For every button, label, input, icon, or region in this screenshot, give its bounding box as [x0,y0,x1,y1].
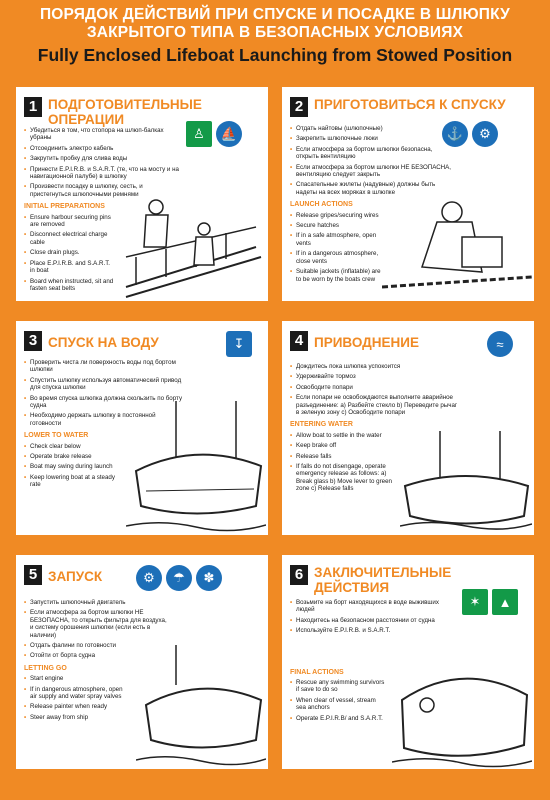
panel-1 [16,87,268,301]
list-item: • Если атмосфера за бортом шлюпки безопасна, открыть вентиляцию [290,146,455,161]
list-item: • Отойти от борта судна [24,652,169,659]
panel-title: ЗАКЛЮЧИТЕЛЬНЫЕ ДЕЙСТВИЯ [314,565,452,595]
boat-icon: ⛵ [216,121,242,147]
step-number: 6 [290,565,308,585]
hatch-icon: ⚙ [472,121,498,147]
list-item: • Close drain plugs. [24,249,114,256]
list-item: • Secure hatches [290,222,382,229]
list-item: • Спустить шлюпку используя автоматический привод для спуска шлюпки [24,377,184,392]
section-heading: LETTING GO [24,664,67,672]
list-item: • If in dangerous atmosphere, open air supply and water spray valves [24,686,124,701]
list-item: • Suitable jackets (inflatable) are to be worn by the boats crew [290,268,382,283]
list-item: • Закрутить пробку для слива воды [24,155,182,162]
list-item: • Ensure harbour securing pins are removed [24,214,114,229]
launch-illustration [136,645,266,767]
list-item: • Необходимо держать шлюпку в постоянной готовности [24,412,184,427]
list-item: • Rescue any swimming survivors if save to do so [290,679,385,694]
lower-boat-icon: ↧ [226,331,252,357]
list-item: • Operate E.P.I.R.B/ and S.A.R.T. [290,715,385,722]
propeller-icon: ✽ [196,565,222,591]
list-item: • Убедиться в том, что стопора на шлюп-балках убраны [24,127,182,142]
list-item: • Освободите попари [290,384,458,391]
list-item: • Allow boat to settle in the water [290,432,400,439]
list-item: • Disconnect electrical charge cable [24,231,114,246]
list-item: • Отдать фалини по готовности [24,642,169,649]
list-item: • Operate brake release [24,453,119,460]
list-item: • Отдать найтовы (шлюпочные) [290,125,455,132]
list-item: • If falls do not disengage, operate emergency release as follows: a) Break glass b) Move lever to green zone c) Release falls [290,463,400,493]
list-item: • Спасательные жилеты (надувные) должны быть надеты на всех моряках в шлюпке [290,181,455,196]
list-item: • Check clear below [24,443,119,450]
panel-title: СПУСК НА ВОДУ [48,335,159,350]
list-item: • Удерживайте тормоз [290,373,458,380]
list-item: • Start engine [24,675,124,682]
section-heading: LOWER TO WATER [24,432,89,440]
list-item: • Во время спуска шлюпка должна скользить по борту судна [24,395,184,410]
boarding-illustration [116,187,266,299]
list-item: • Если атмосфера за бортом шлюпки НЕ БЕЗОПАСНА, вентиляцию следует закрыть [290,164,455,179]
title-ru-line2: ЗАКРЫТОГО ТИПА В БЕЗОПАСНЫХ УСЛОВИЯХ [86,24,464,41]
list-item: • Release painter when ready [24,703,124,710]
list-item: • Отсоединить электро кабель [24,145,182,152]
panel-title: ПРИГОТОВИТЬСЯ К СПУСКУ [314,97,506,112]
step-number: 1 [24,97,42,117]
list-item: • Если попари не освобождаются выполните аварийное разъединение: а) Разбейте стекло b) Переведите рычаг в зеленую зону c) Освободите попари [290,394,458,416]
step-number: 4 [290,331,308,351]
section-heading: LAUNCH ACTIONS [290,201,353,209]
list-item: • Произвести посадку в шлюпку, сесть, и пристегнуться шлюпочными ремнями [24,183,182,198]
list-item: • Возьмите на борт находящихся в воде выживших людей [290,599,455,614]
panel-title: ПРИВОДНЕНИЕ [314,335,419,350]
section-heading: INITIAL PREPARATIONS [24,203,105,211]
list-item: • Находитесь на безопасном расстоянии от судна [290,617,455,624]
list-item: • Release falls [290,453,400,460]
panel-5 [16,555,268,769]
list-item: • Release gripes/securing wires [290,212,382,219]
waterborne-icon: ≈ [487,331,513,357]
title-ru-line1: ПОРЯДОК ДЕЙСТВИЙ ПРИ СПУСКЕ И ПОСАДКЕ В ШЛЮПКУ [39,6,511,23]
list-item: • Keep lowering boat at a steady rate [24,474,119,489]
panel-3 [16,321,268,535]
panel-2 [282,87,534,301]
list-item: • Board when instructed, sit and fasten seat belts [24,278,114,293]
sprinkler-icon: ☂ [166,565,192,591]
step-number: 5 [24,565,42,585]
list-item: • Закрепить шлюпочные люки [290,135,455,142]
lifejacket-icon: ♙ [186,121,212,147]
title-en: Fully Enclosed Lifeboat Launching from Stowed Position [37,45,513,65]
list-item: • When clear of vessel, stream sea anchors [290,697,385,712]
panel-6 [282,555,534,769]
list-item: • Place E.P.I.R.B. and S.A.R.T. in boat [24,260,114,275]
list-item: • Принести E.P.I.R.B. и S.A.R.T. (те, что на мосту и на навигационной палубе) в шлюпку [24,166,182,181]
list-item: • Keep brake off [290,442,400,449]
panel-title: ПОДГОТОВИТЕЛЬНЫЕ ОПЕРАЦИИ [48,97,202,127]
panel-4 [282,321,534,535]
section-heading: ENTERING WATER [290,421,353,429]
list-item: • Если атмосфера за бортом шлюпки НЕ БЕЗОПАСНА, то открыть фильтра для воздуха, и систему орошения шлюпки (если есть в наличии) [24,609,169,639]
list-item: • Steer away from ship [24,714,124,721]
list-item: • Проверить чиста ли поверхность воды под бортом шлюпки [24,359,184,374]
flare-icon: ✶ [462,589,488,615]
list-item: • If in a safe atmosphere, open vents [290,232,382,247]
list-item: • Дождитесь пока шлюпка успокоится [290,363,458,370]
epirb-icon: ▲ [492,589,518,615]
list-item: • Используйте E.P.I.R.B. и S.A.R.T. [290,627,455,634]
list-item: • Запустить шлюпочный двигатель [24,599,169,606]
panel-title: ЗАПУСК [48,569,103,584]
list-item: • Boat may swing during launch [24,463,119,470]
list-item: • If in a dangerous atmosphere, close vents [290,250,382,265]
crew-illustration [382,197,532,297]
waterborne-illustration [400,431,532,531]
section-heading: FINAL ACTIONS [290,668,344,676]
final-illustration [392,660,532,768]
step-number: 3 [24,331,42,351]
lifeboat-icon: ⚓ [442,121,468,147]
header [0,6,550,66]
lowering-illustration [126,401,266,533]
engine-icon: ⚙ [136,565,162,591]
step-number: 2 [290,97,308,117]
